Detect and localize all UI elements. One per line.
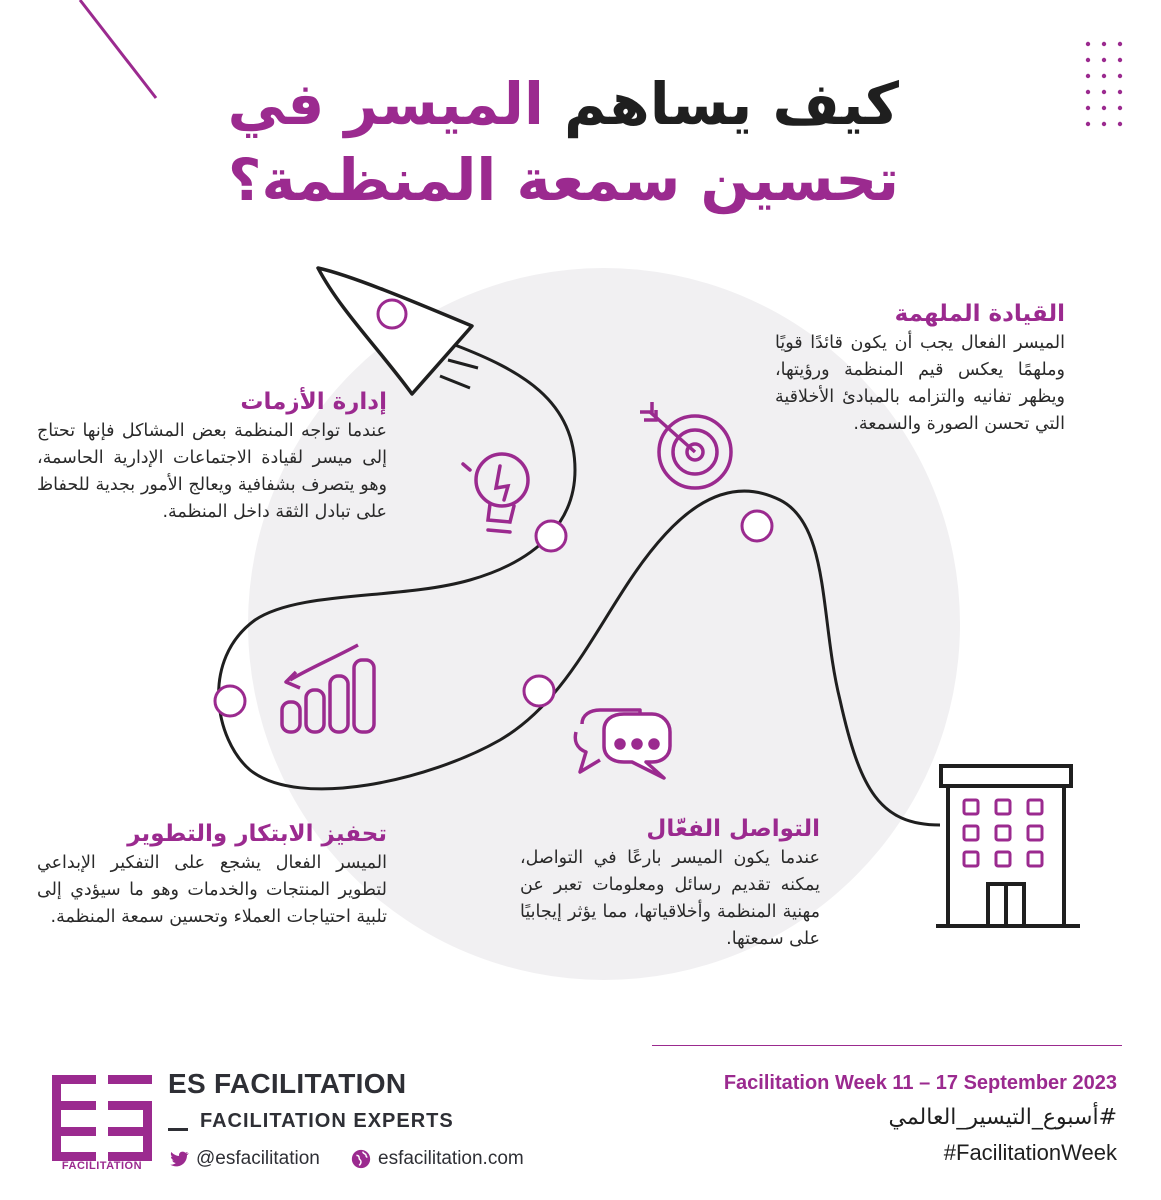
twitter-handle: @esfacilitation xyxy=(196,1148,320,1169)
section-body: الميسر الفعال يشجع على التفكير الإبداعي لتطوير المنتجات والخدمات وهو ما سيؤدي إلى تلبية احتياجات العملاء وتحسين سمعة المنظمة. xyxy=(37,852,387,928)
growth-chart-icon xyxy=(282,645,374,732)
hashtag-english[interactable]: #FacilitationWeek xyxy=(943,1140,1117,1165)
section-body: الميسر الفعال يجب أن يكون قائدًا قويًا وملهمًا يعكس قيم المنظمة ورؤيتها، ويظهر تفانيه والتزامه بالمبادئ الأخلاقية التي تحسن الصورة والسمعة. xyxy=(775,332,1065,435)
rocket-icon xyxy=(318,268,478,394)
tagline-dash xyxy=(168,1128,188,1131)
section-innovation xyxy=(37,820,387,931)
lightbulb-icon xyxy=(463,454,528,532)
section-heading: التواصل الفعّال xyxy=(646,816,820,842)
event-dates: Facilitation Week 11 – 17 September 2023 xyxy=(723,1072,1117,1094)
section-leadership xyxy=(775,300,1065,438)
building-icon xyxy=(936,766,1080,926)
target-icon xyxy=(640,402,731,488)
section-heading: إدارة الأزمات xyxy=(240,389,387,415)
hashtag-arabic[interactable]: #أسبوع_التيسير_العالمي xyxy=(888,1105,1117,1130)
title-part1: كيف يساهم xyxy=(564,70,899,138)
footer-divider xyxy=(652,1045,1122,1046)
section-crisis-management xyxy=(37,388,387,526)
twitter-link[interactable] xyxy=(168,1148,320,1170)
section-body: عندما يكون الميسر بارعًا في التواصل، يمكنه تقديم رسائل ومعلومات تعبر عن مهنية المنظمة وأخلاقياتها، مما يؤثر إيجابيًا على سمعتها. xyxy=(520,847,820,950)
section-body: عندما تواجه المنظمة بعض المشاكل فإنها تحتاج إلى ميسر لقيادة الاجتماعات الإدارية الحاسمة، وهو يتصرف بشفافية ويعالج الأمور بجدية للحفاظ على تبادل الثقة داخل المنظمة. xyxy=(37,420,387,523)
waypoint-circle xyxy=(536,521,566,551)
section-heading: تحفيز الابتكار والتطوير xyxy=(127,821,387,847)
twitter-icon xyxy=(168,1148,190,1170)
page-title-line2: تحسين سمعة المنظمة؟ xyxy=(227,146,899,214)
logo-caption: FACILITATION xyxy=(61,1160,143,1172)
globe-icon xyxy=(350,1148,372,1170)
brand-tagline: FACILITATION EXPERTS xyxy=(200,1110,454,1132)
brand-logo-icon xyxy=(52,1075,152,1165)
website-link[interactable] xyxy=(350,1148,524,1170)
website-url: esfacilitation.com xyxy=(378,1148,524,1169)
waypoint-circle xyxy=(742,511,772,541)
section-heading: القيادة الملهمة xyxy=(894,301,1065,327)
section-communication xyxy=(520,815,820,953)
chat-bubbles-icon xyxy=(575,710,670,778)
waypoint-circle xyxy=(215,686,245,716)
waypoint-circle xyxy=(524,676,554,706)
title-accent: الميسر في xyxy=(227,70,544,138)
brand-name: ES FACILITATION xyxy=(168,1068,407,1099)
